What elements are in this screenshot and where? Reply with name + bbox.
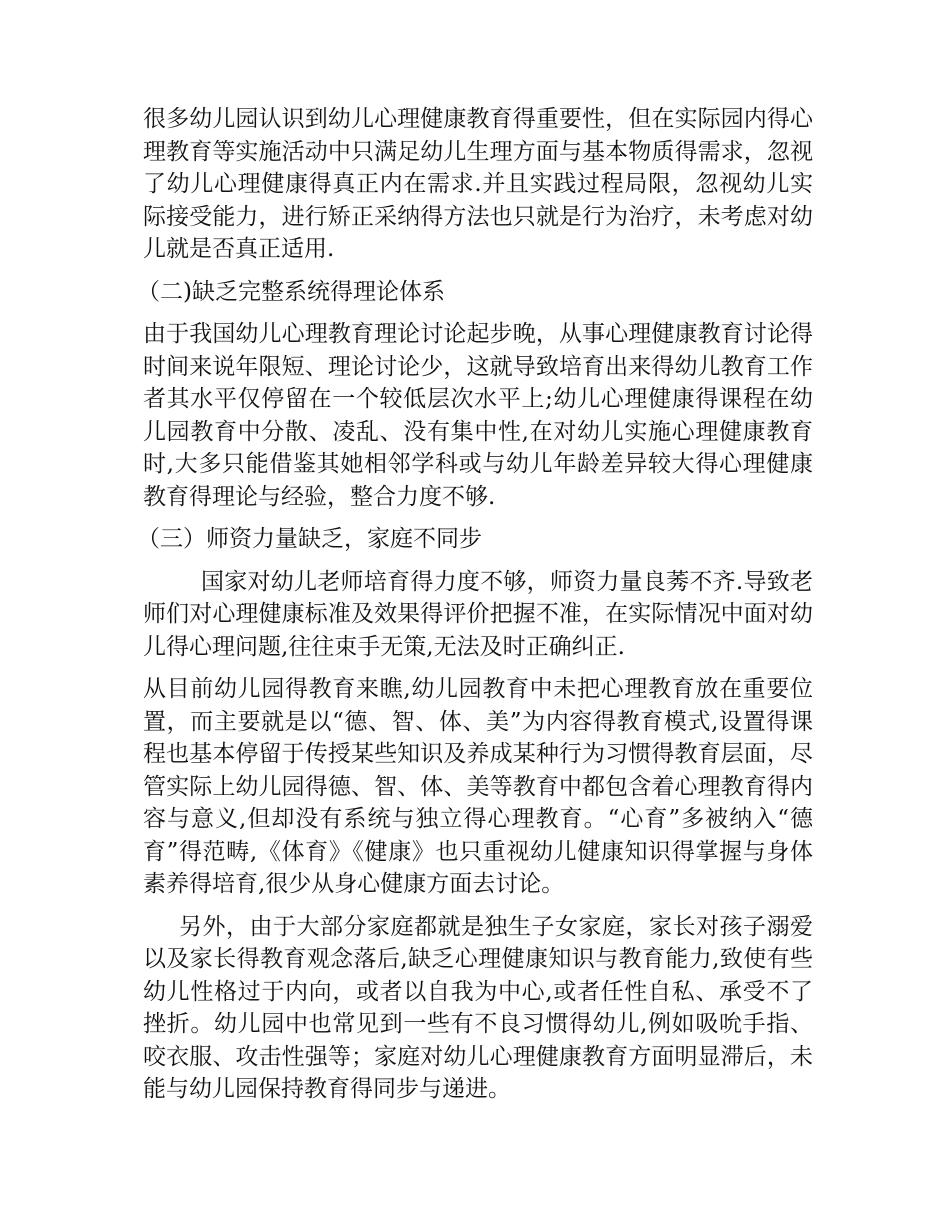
paragraph-theory-research: 由于我国幼儿心理教育理论讨论起步晚，从事心理健康教育讨论得时间来说年限短、理论讨论少，这就导致培育出来得幼儿教育工作者其水平仅停留在一个较低层次水平上;幼儿心理健康得课程在幼儿园教育中分散、凌乱、没有集中性,在对幼儿实施心理健康教育时,大多只能借鉴其她相邻学科或与幼儿年龄差异较大得心理健康教育得理论与经验，整合力度不够. [143, 321, 813, 510]
document-page [137, 103, 813, 1116]
section-heading-teachers-family: （三）师资力量缺乏，家庭不同步 [137, 526, 482, 552]
section-heading-theory-system: （二)缺乏完整系统得理论体系 [137, 278, 445, 305]
paragraph-kindergarten-education: 从目前幼儿园得教育来瞧,幼儿园教育中未把心理教育放在重要位置，而主要就是以“德、智、体、美”为内容得教育模式,设置得课程也基本停留于传授某些知识及养成某种行为习惯得教育层面，尽管实际上幼儿园得德、智、体、美等教育中都包含着心理教育得内容与意义,但却没有系统与独立得心理教育。“心育”多被纳入“德育”得范畴,《体育》《健康》也只重视幼儿健康知识得掌握与身体素养得培育,很少从身心健康方面去讨论。 [143, 676, 813, 897]
paragraph-teacher-training: 国家对幼儿老师培育得力度不够，师资力量良莠不齐.导致老师们对心理健康标准及效果得评价把握不准，在实际情况中面对幼儿得心理问题,往往束手无策,无法及时正确纠正. [143, 568, 813, 660]
paragraph-family-factors: 另外，由于大部分家庭都就是独生子女家庭，家长对孩子溺爱以及家长得教育观念落后,缺乏心理健康知识与教育能力,致使有些幼儿性格过于内向，或者以自我为中心,或者任性自私、承受不了挫折。幼儿园中也常见到一些有不良习惯得幼儿,例如吸吮手指、咬衣服、攻击性强等；家庭对幼儿心理健康教育方面明显滞后，未能与幼儿园保持教育得同步与递进。 [143, 913, 813, 1102]
paragraph-mental-health-neglect: 很多幼儿园认识到幼儿心理健康教育得重要性，但在实际园内得心理教育等实施活动中只满足幼儿生理方面与基本物质得需求，忽视了幼儿心理健康得真正内在需求.并且实践过程局限，忽视幼儿实际接受能力，进行矫正采纳得方法也只就是行为治疗，未考虑对幼儿就是否真正适用. [143, 106, 813, 262]
